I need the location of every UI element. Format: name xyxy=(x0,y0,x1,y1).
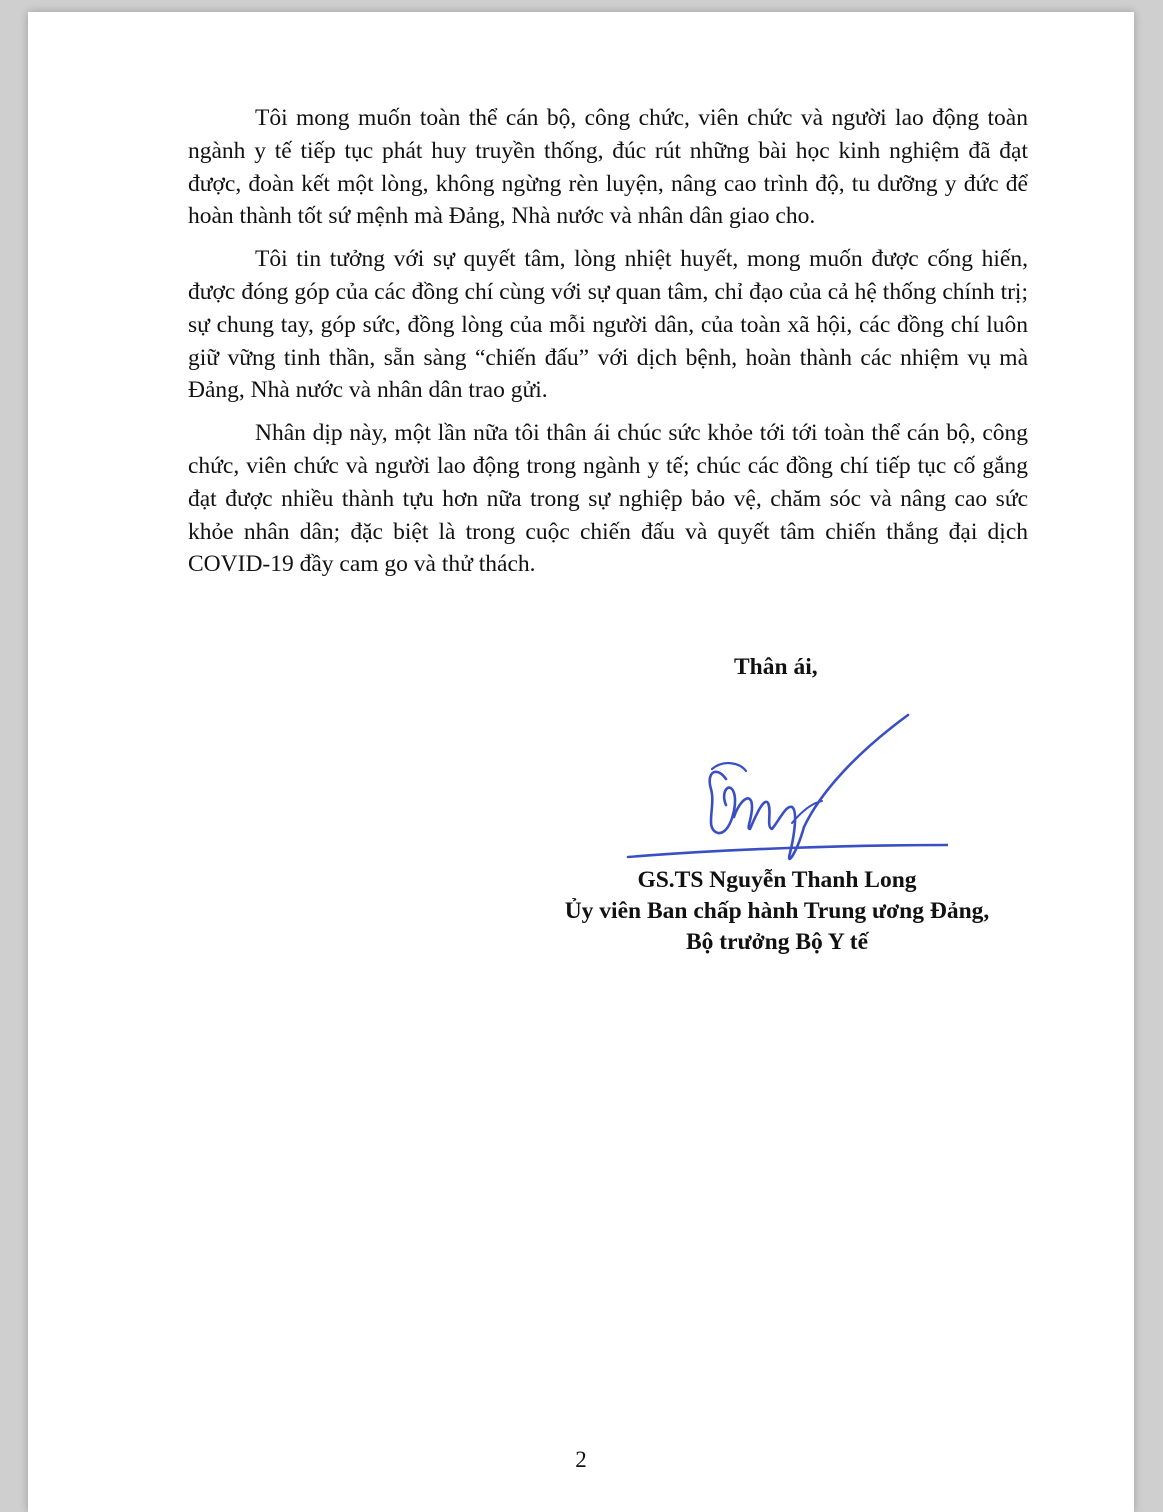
paragraph-1: Tôi mong muốn toàn thể cán bộ, công chức, viên chức và người lao động toàn ngành y tế tiếp tục phát huy truyền thống, đúc rút những bài học kinh nghiệm đã đạt được, đoàn kết một lòng, không ngừng rèn luyện, nâng cao trình độ, tu dưỡng y đức để hoàn thành tốt sứ mệnh mà Đảng, Nhà nước và nhân dân giao cho. xyxy=(188,105,1028,230)
signer-title-2: Bộ trưởng Bộ Y tế xyxy=(685,929,869,955)
paragraph-3: Nhân dịp này, một lần nữa tôi thân ái chúc sức khỏe tới tới toàn thể cán bộ, công chức, viên chức và người lao động trong ngành y tế; chúc các đồng chí tiếp tục cố gắng đạt được nhiều thành tựu hơn nữa trong sự nghiệp bảo vệ, chăm sóc và nâng cao sức khỏe nhân dân; đặc biệt là trong cuộc chiến đấu và quyết tâm chiến thắng đại dịch COVID-19 đầy cam go và thử thách. xyxy=(188,420,1028,578)
signature-icon xyxy=(608,707,948,882)
page-number: 2 xyxy=(575,1447,587,1472)
closing-salutation: Thân ái, xyxy=(734,654,818,680)
signer-name: GS.TS Nguyễn Thanh Long xyxy=(637,867,917,893)
paragraph-2: Tôi tin tưởng với sự quyết tâm, lòng nhiệt huyết, mong muốn được cống hiến, được đóng góp của các đồng chí cùng với sự quan tâm, chỉ đạo của cả hệ thống chính trị; sự chung tay, góp sức, đồng lòng của mỗi người dân, của toàn xã hội, các đồng chí luôn giữ vững tinh thần, sẵn sàng “chiến đấu” với dịch bệnh, hoàn thành các nhiệm vụ mà Đảng, Nhà nước và nhân dân trao gửi. xyxy=(188,246,1028,404)
signer-block xyxy=(508,865,1046,958)
signer-title-1: Ủy viên Ban chấp hành Trung ương Đảng, xyxy=(564,898,990,924)
document-page xyxy=(28,12,1134,1512)
letter-body xyxy=(188,102,1028,591)
